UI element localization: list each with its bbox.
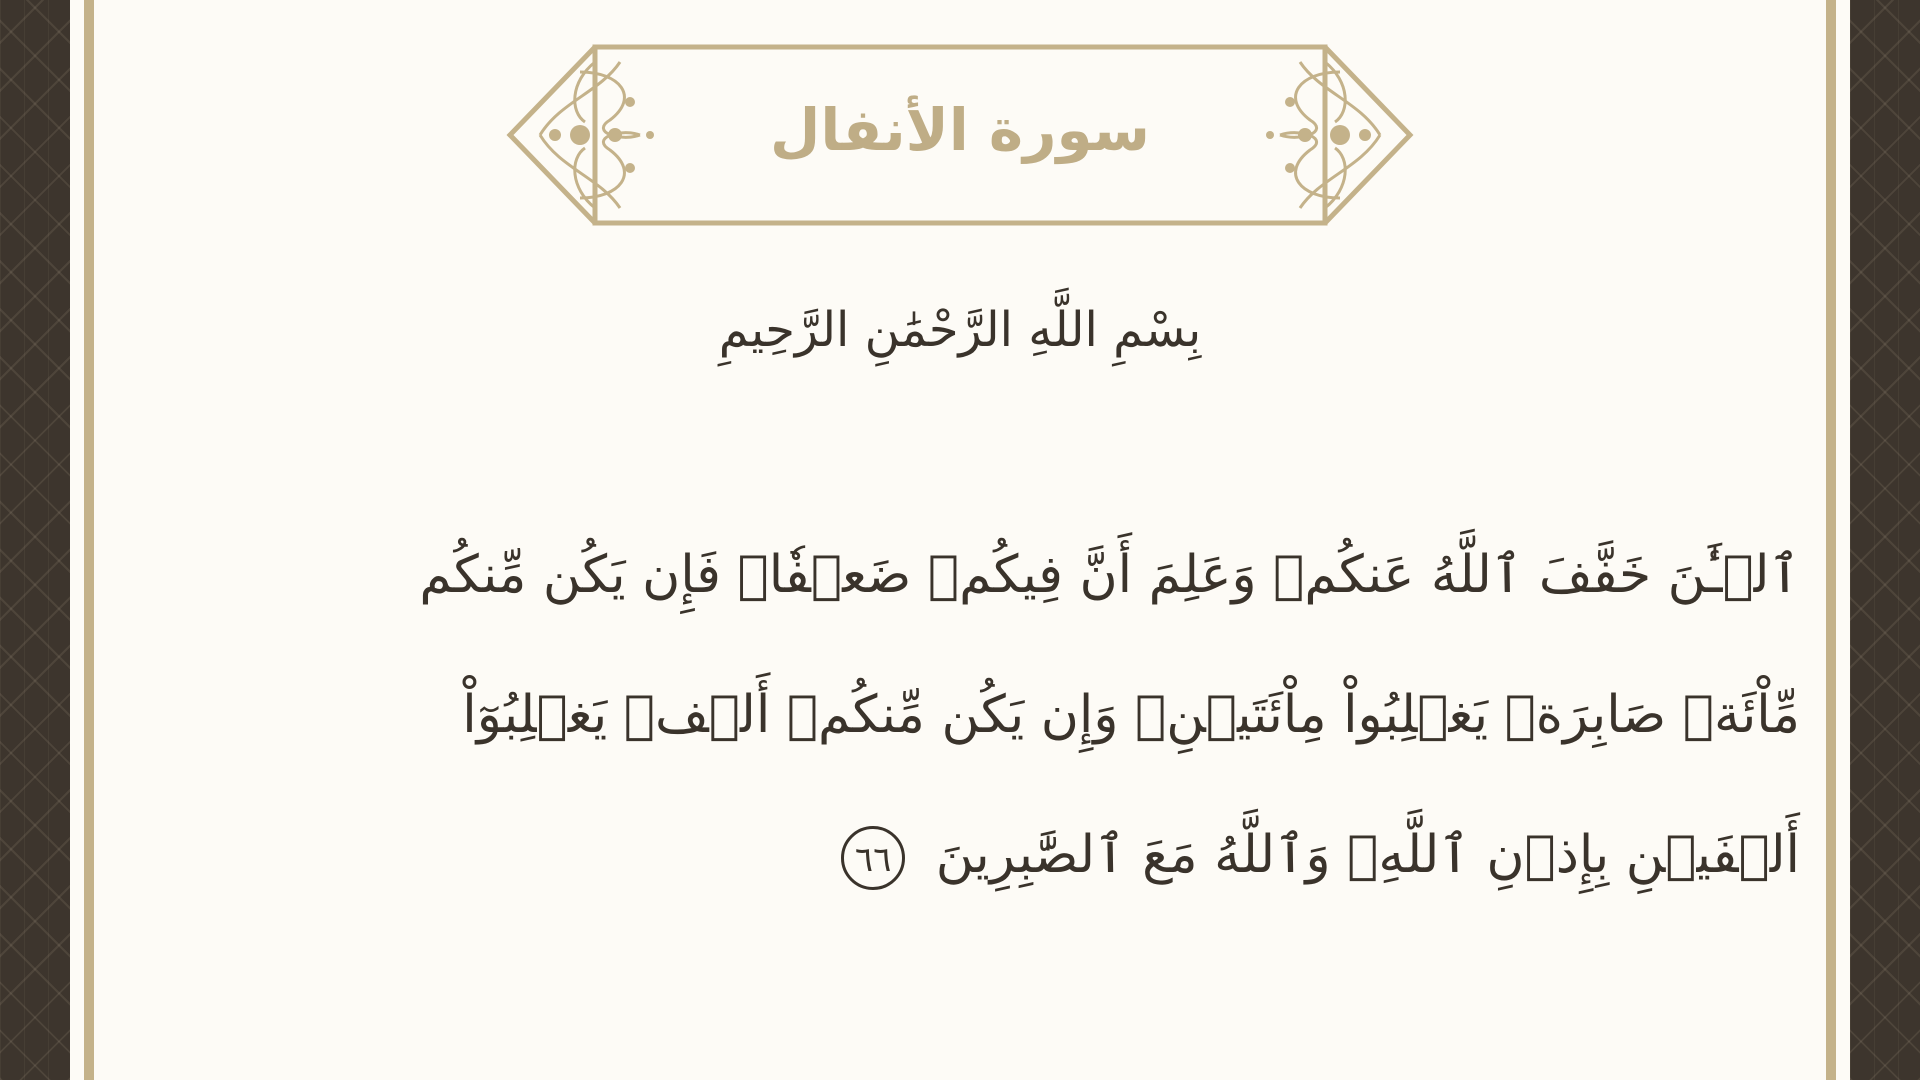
right-pattern-panel xyxy=(1850,0,1920,1080)
ayah-number-marker: ٦٦ xyxy=(841,826,905,890)
right-gold-border xyxy=(1826,0,1836,1080)
basmala: بِسْمِ اللَّهِ الرَّحْمَٰنِ الرَّحِيمِ xyxy=(718,302,1202,358)
ayah-text: ٱلۡـَٰٔنَ خَفَّفَ ٱللَّهُ عَنكُمۡ وَعَلِمَ أَنَّ فِيكُمۡ ضَعۡفٗاۚ فَإِن يَكُن مِّنكُم مِّاْئَةٞ صَابِرَةٞ يَغۡلِبُواْ مِاْئَتَيۡنِۚ وَإِن يَكُن مِّنكُمۡ أَلۡفٞ يَغۡلِبُوٓاْ أَلۡفَيۡنِ بِإِذۡنِ ٱللَّهِۗ وَٱللَّهُ مَعَ ٱلصَّٰبِرِينَ xyxy=(419,545,1800,885)
surah-title: سورة الأنفال xyxy=(770,96,1150,164)
left-gold-border xyxy=(84,0,94,1080)
surah-title-frame xyxy=(500,42,1420,228)
left-pattern-panel xyxy=(0,0,70,1080)
ayah-block xyxy=(290,505,1800,925)
